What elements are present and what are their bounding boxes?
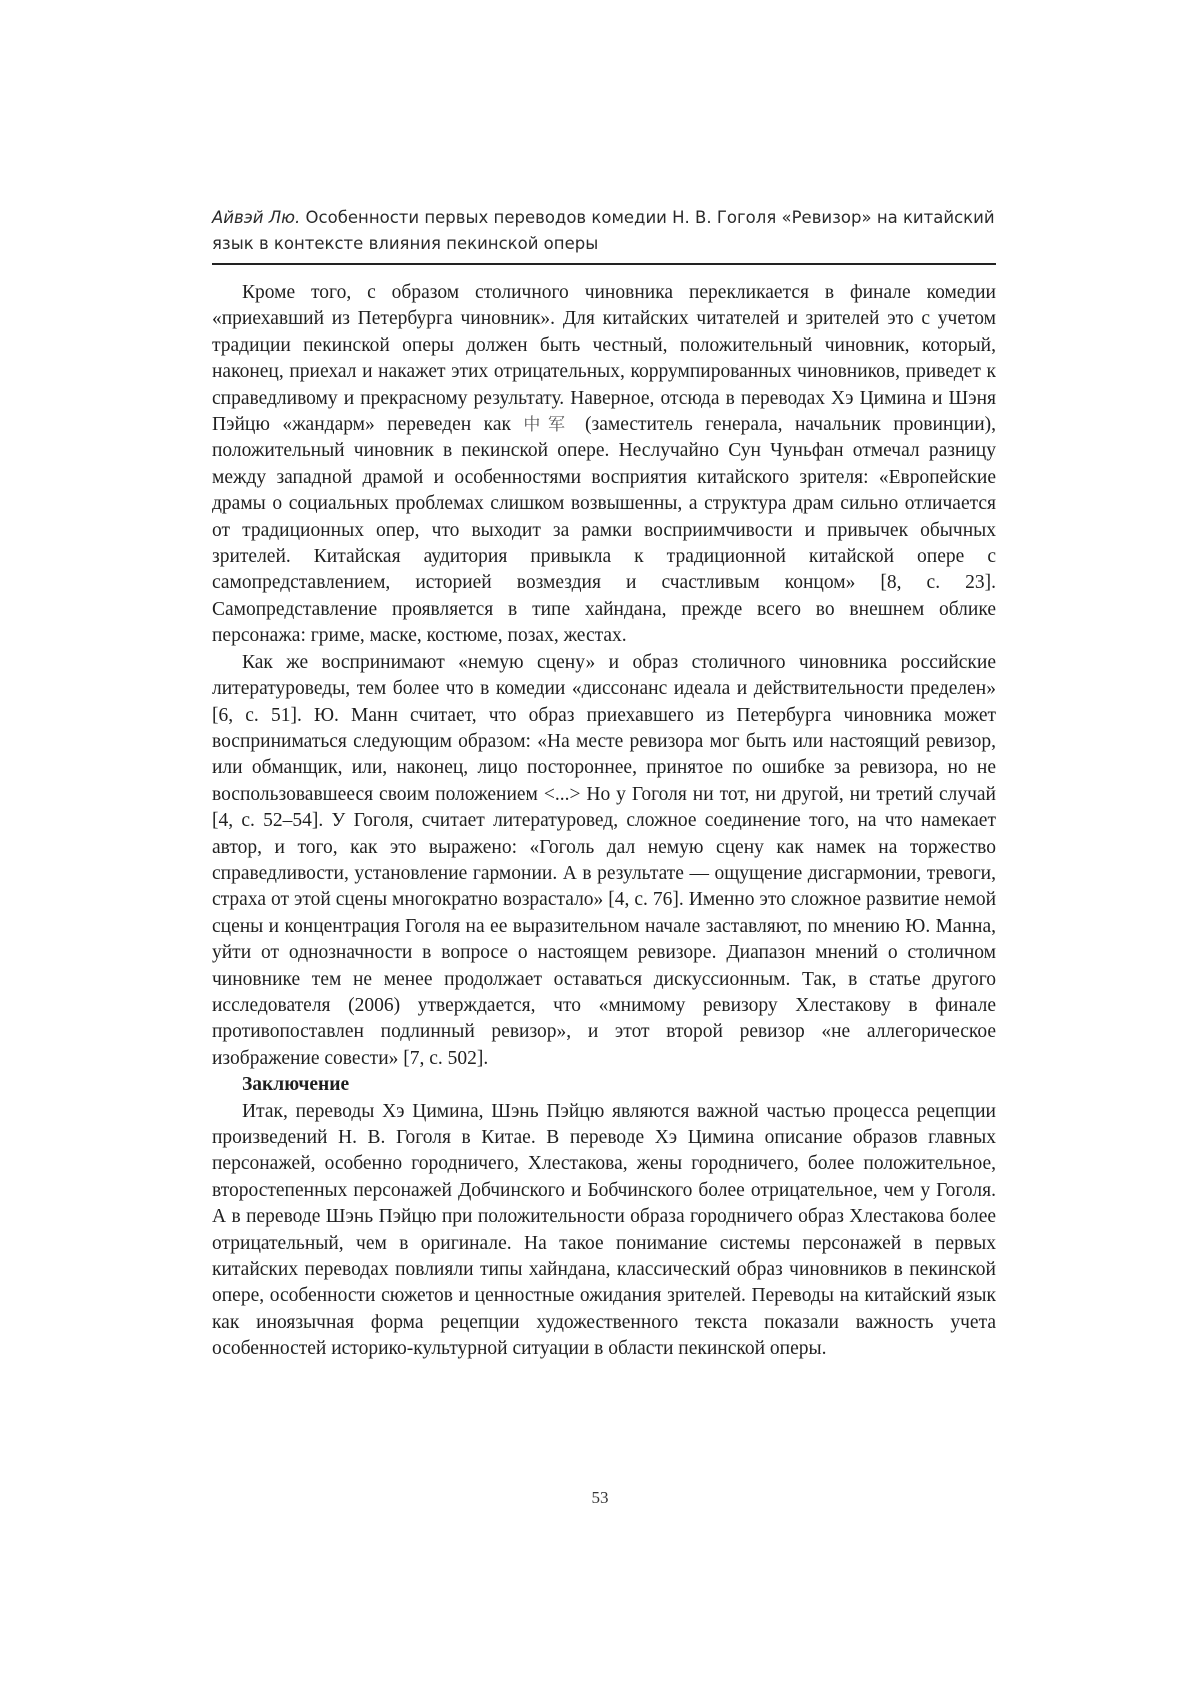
paragraph-1-text-b: (заместитель генерала, начальник провинции), положительный чиновник в пекинской опере. Неслучайно Сун Чуньфан отмечал разницу между западной драмой и особенностями восприятия китайского зрителя: «Европейские драмы о социальных проблемах слишком возвышенны, а структура драм сильно отличается от традиционных опер, что выходит за рамки восприимчивости и привычек обычных зрителей. Китайская аудитория привыкла к традиционной китайской опере с самопредставлением, историей возмездия и счастливым концом» [8, с. 23]. Самопредставление проявляется в типе хайндана, прежде всего во внешнем облике персонажа: гриме, маске, костюме, позах, жестах.: [212, 414, 996, 646]
chinese-term: 中军: [523, 415, 572, 435]
page-number: 53: [0, 1488, 1200, 1508]
header-divider: [212, 263, 996, 265]
paragraph-3: Итак, переводы Хэ Цимина, Шэнь Пэйцю являются важной частью процесса рецепции произведений Н. В. Гоголя в Китае. В переводе Хэ Цимина описание образов главных персонажей, особенно городничего, Хлестакова, жены городничего, более положительное, второстепенных персонажей Добчинского и Бобчинского более отрицательное, чем у Гоголя. А в переводе Шэнь Пэйцю при положительности образа городничего образ Хлестакова более отрицательный, чем в оригинале. На такое понимание системы персонажей в первых китайских переводах повлияли типы хайндана, классический образ чиновников в пекинской опере, особенности сюжетов и ценностные ожидания зрителей. Переводы на китайский язык как иноязычная форма рецепции художественного текста показали важность учета особенностей историко-культурной ситуации в области пекинской оперы.: [212, 1099, 996, 1363]
header-title-part-1: Особенности первых переводов комедии Н. В. Гоголя «Ревизор» на китайский: [300, 208, 994, 227]
article-body: [212, 280, 996, 1363]
paragraph-1: [212, 280, 996, 650]
header-line-1: [212, 205, 996, 231]
paragraph-2: Как же воспринимают «немую сцену» и образ столичного чиновника российские литературоведы, тем более что в комедии «диссонанс идеала и действительности пределен» [6, с. 51]. Ю. Манн считает, что образ приехавшего из Петербурга чиновника может восприниматься следующим образом: «На месте ревизора мог быть или настоящий ревизор, или обманщик, или, наконец, лицо постороннее, принятое по ошибке за ревизора, но не воспользовавшееся своим положением <...> Но у Гоголя ни тот, ни другой, ни третий случай [4, с. 52–54]. У Гоголя, считает литературовед, сложное соединение того, на что намекает автор, и того, как это выражено: «Гоголь дал немую сцену как намек на торжество справедливости, установление гармонии. А в результате — ощущение дисгармонии, тревоги, страха от этой сцены многократно возрастало» [4, с. 76]. Именно это сложное развитие немой сцены и концентрация Гоголя на ее выразительном начале заставляют, по мнению Ю. Манна, уйти от однозначности в вопросе о настоящем ревизоре. Диапазон мнений о столичном чиновнике тем не менее продолжает оставаться дискуссионным. Так, в статье другого исследователя (2006) утверждается, что «мнимому ревизору Хлестакову в финале противопоставлен подлинный ревизор», и этот второй ревизор «не аллегорическое изображение совести» [7, с. 502].: [212, 650, 996, 1073]
running-header: [212, 205, 996, 257]
paragraph-1-text-a: Кроме того, с образом столичного чиновника перекликается в финале комедии «приехавший из Петербурга чиновник». Для китайских читателей и зрителей это с учетом традиции пекинской оперы должен быть честный, положительный чиновник, который, наконец, приехал и накажет этих отрицательных, коррумпированных чиновников, приведет к справедливому и прекрасному результату. Наверное, отсюда в переводах Хэ Цимина и Шэня Пэйцю «жандарм» переведен как: [212, 282, 996, 435]
header-title-part-2: язык в контексте влияния пекинской оперы: [212, 231, 996, 257]
header-author: Айвэй Лю.: [212, 208, 300, 227]
section-heading-conclusion: Заключение: [212, 1072, 996, 1098]
